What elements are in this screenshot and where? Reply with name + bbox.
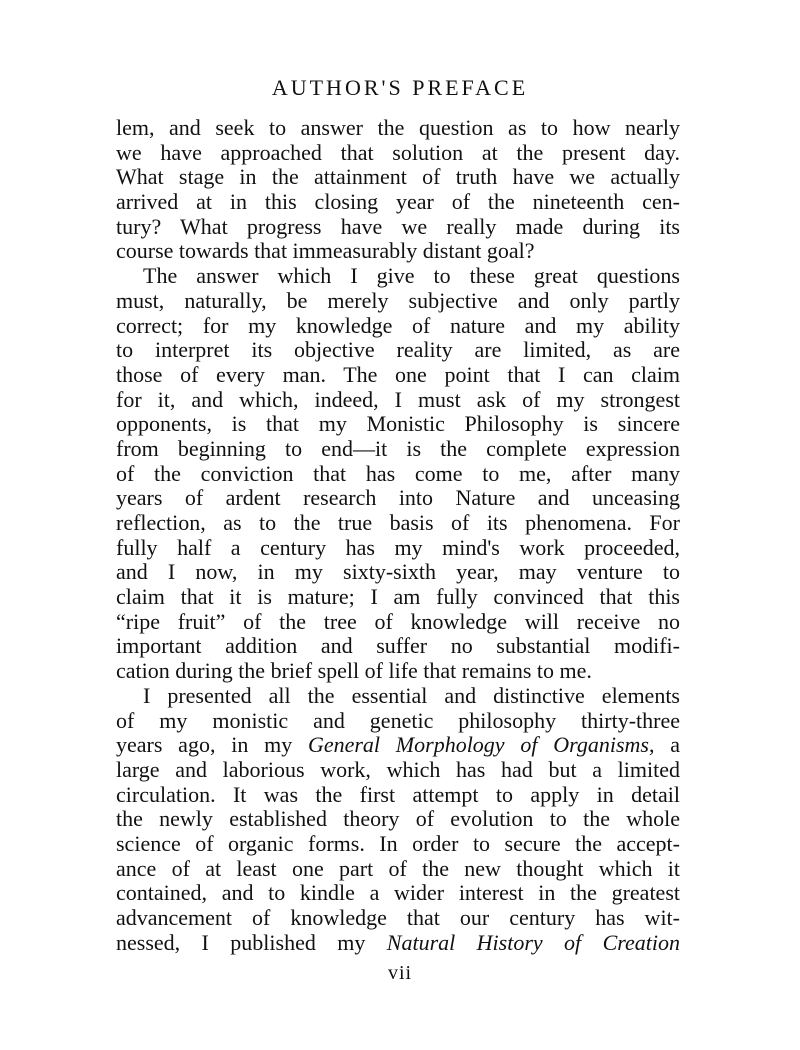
text-line: those of every man. The one point that I can claim — [116, 361, 680, 387]
text-line: ance of at least one part of the new thought which it — [116, 855, 680, 881]
text-line: the newly established theory of evolution to the whole — [116, 806, 680, 832]
page-number: vii — [387, 962, 413, 984]
text-line: of my monistic and genetic philosophy thirty-three — [116, 707, 680, 733]
text-fragment: , a — [648, 732, 680, 758]
text-line: course towards that immeasurably distant goal? — [116, 238, 535, 264]
text-line: “ripe fruit” of the tree of knowledge will receive no — [116, 608, 680, 634]
text-line: science of organic forms. In order to secure the accept- — [116, 830, 680, 856]
text-line: correct; for my knowledge of nature and my ability — [116, 312, 680, 338]
book-title-italic: Natural History of Creation — [386, 929, 680, 955]
text-line: and I now, in my sixty-sixth year, may venture to — [116, 559, 680, 585]
text-line: large and laborious work, which has had but a limited — [116, 756, 680, 782]
text-line: to interpret its objective reality are limited, as are — [116, 337, 680, 363]
text-line: circulation. It was the first attempt to apply in detail — [116, 781, 680, 807]
running-head: AUTHOR'S PREFACE — [271, 75, 529, 100]
text-line: important addition and suffer no substantial modifi- — [116, 633, 680, 659]
text-line: The answer which I give to these great questions — [143, 263, 680, 289]
text-line: reflection, as to the true basis of its phenomena. For — [116, 510, 680, 535]
text-line: opponents, is that my Monistic Philosophy is sincere — [116, 411, 680, 437]
text-line — [116, 733, 680, 758]
text-line: contained, and to kindle a wider interest in the greatest — [116, 880, 680, 906]
text-line: tury? What progress have we really made during its — [116, 213, 680, 239]
text-line: advancement of knowledge that our century has wit- — [116, 905, 680, 930]
text-line: claim that it is mature; I am fully convinced that this — [116, 584, 680, 610]
text-line: What stage in the attainment of truth have we actually — [116, 164, 680, 190]
body-text — [116, 116, 680, 955]
text-line: I presented all the essential and distinctive elements — [143, 682, 680, 708]
text-line: must, naturally, be merely subjective and only partly — [116, 287, 680, 313]
text-line — [116, 931, 680, 956]
text-line: for it, and which, indeed, I must ask of my strongest — [116, 386, 680, 412]
text-line: from beginning to end—it is the complete expression — [116, 435, 680, 461]
book-title-italic: General Morphology of Organisms — [307, 732, 649, 758]
text-line: arrived at in this closing year of the nineteenth cen- — [116, 189, 680, 215]
text-line: of the conviction that has come to me, after many — [116, 460, 680, 486]
text-line: we have approached that solution at the present day. — [116, 139, 680, 165]
text-line: lem, and seek to answer the question as to how nearly — [116, 115, 680, 140]
text-line: years of ardent research into Nature and unceasing — [116, 485, 680, 511]
text-line: cation during the brief spell of life that remains to me. — [116, 658, 592, 684]
text-fragment: nessed, I published my — [116, 929, 387, 955]
text-line: fully half a century has my mind's work proceeded, — [116, 534, 680, 560]
text-fragment: years ago, in my — [116, 732, 308, 758]
